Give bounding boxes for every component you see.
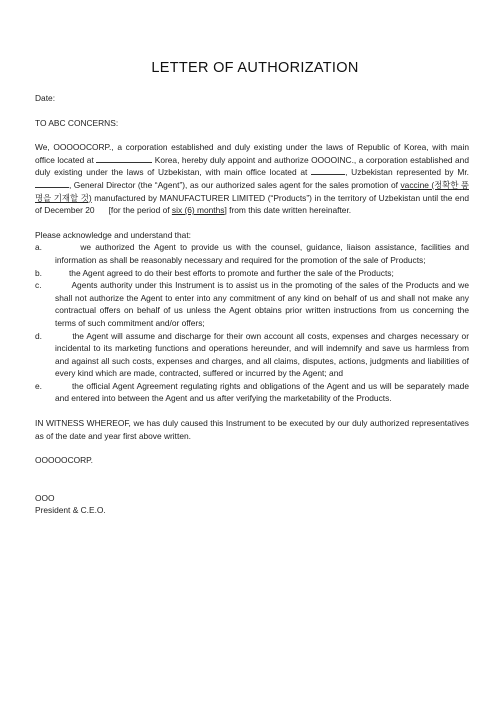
intro-text-1: We, OOOOOCORP., a corporation established and duly existing under the laws of Republic of Korea, with main office located at xyxy=(35,142,469,165)
list-text xyxy=(55,267,469,280)
list-text xyxy=(55,330,469,380)
list-item xyxy=(35,380,469,405)
list-marker: d. xyxy=(35,330,42,341)
list-text xyxy=(55,241,469,266)
document-title: LETTER OF AUTHORIZATION xyxy=(151,60,359,76)
intro-text-7: ] from this date written hereinafter. xyxy=(224,205,352,216)
list-item xyxy=(35,330,469,380)
intro-text-2: Korea, hereby duly appoint and authorize OOOOINC., a corporation established and duly existing under the laws of Uzbekistan, with main office located at xyxy=(35,154,469,178)
product-name: vaccine (정확한 품명을 기재할 것) xyxy=(35,179,469,203)
terms-list xyxy=(35,241,469,405)
signer-name: OOO xyxy=(35,492,55,503)
list-marker: b. xyxy=(35,267,42,278)
intro-text-3: , Uzbekistan represented by Mr. xyxy=(345,167,469,178)
signer-title: President & C.E.O. xyxy=(35,505,106,516)
period-value: six (6) months xyxy=(171,205,225,216)
salutation: TO ABC CONCERNS: xyxy=(35,117,119,128)
list-item xyxy=(35,241,469,266)
intro-paragraph xyxy=(35,141,469,217)
acknowledge-line: Please acknowledge and understand that: xyxy=(35,229,191,240)
item-e-text: the official Agent Agreement regulating rights and obligations of the Agent and us will be separately made and entered into between the Agent and us after verifying the marketability of the Products. xyxy=(55,380,469,404)
list-marker: c. xyxy=(35,280,42,291)
item-b-text: the Agent agreed to do their best efforts to promote and further the sale of the Products; xyxy=(68,267,394,278)
list-item xyxy=(35,279,469,329)
agent-address-blank xyxy=(311,166,345,175)
list-item xyxy=(35,267,469,280)
item-c-text: Agents authority under this Instrument is to assist us in the promoting of the sales of the Products and we shall not authorize the Agent to enter into any commitment of any kind on behalf of us and shall not make any contractual offers on behalf of us unless the Agent obtains prior written instructions from us concerning the terms of such commitment and/or offers; xyxy=(55,280,469,328)
list-marker: e. xyxy=(35,380,42,391)
list-text xyxy=(55,279,469,329)
list-marker: a. xyxy=(35,242,42,253)
item-a-text: we authorized the Agent to provide us with the counsel, guidance, liaison assistance, facilities and information as shall be reasonably necessary and required for the promotion of the sale of Products; xyxy=(55,242,469,265)
representative-blank xyxy=(35,179,69,188)
intro-text-4: , General Director (the “Agent”), as our authorized sales agent for the sales promotion of xyxy=(69,179,398,190)
address-blank xyxy=(96,154,152,163)
intro-text-5: manufactured by MANUFACTURER LIMITED (“Products”) in the territory of Uzbekistan until the end of December 20 xyxy=(35,192,470,216)
intro-text-6: [for the period of xyxy=(108,205,170,216)
witness-paragraph: IN WITNESS WHEREOF, we has duly caused this Instrument to be executed by our duly authorized representatives as of the date and year first above written. xyxy=(35,418,469,441)
date-label: Date: xyxy=(35,93,56,103)
company-name: OOOOOCORP. xyxy=(35,455,94,466)
list-text xyxy=(55,380,469,405)
item-d-text: the Agent will assume and discharge for their own account all costs, expenses and charges necessary or incidental to its marketing functions and operations hereunder, and will indemnify and save us harmless from and against all such costs, expenses and charges, and all claims, disputes, actions, judgments and liabilities of every kind which are made, contracted, suffered or incurred by the Agent; and xyxy=(55,330,469,379)
